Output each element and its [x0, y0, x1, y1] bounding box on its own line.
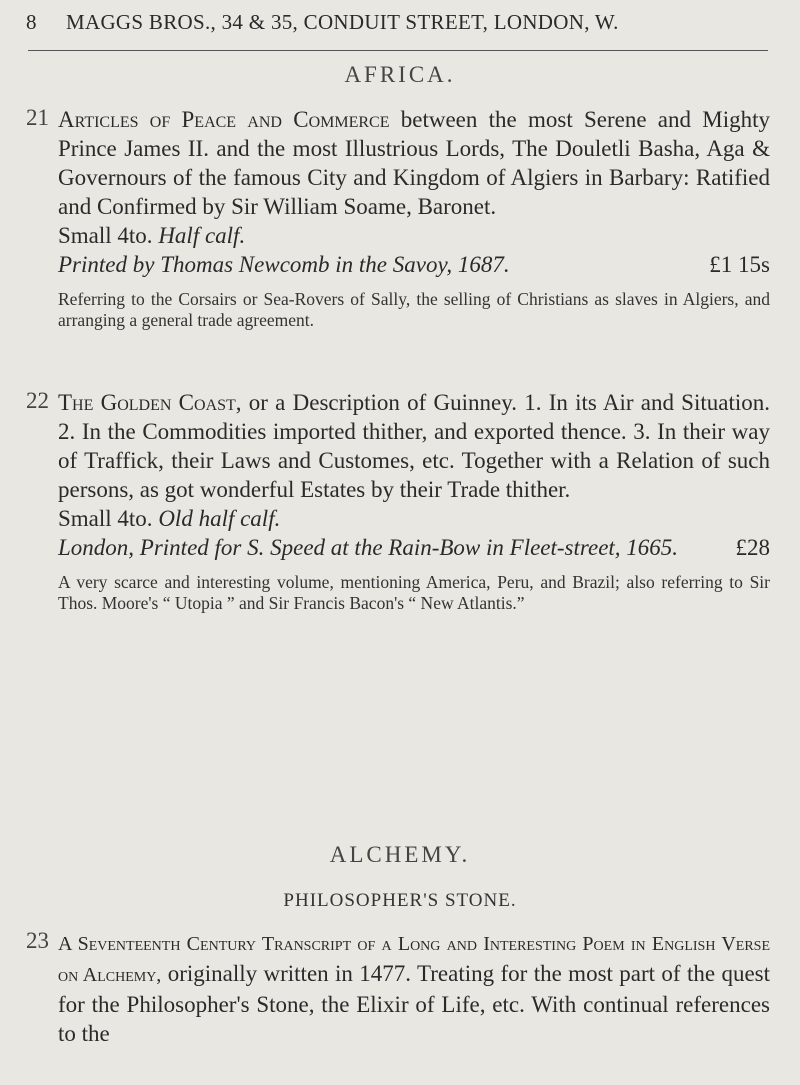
imprint-text: London, Printed for S. Speed at the Rain-Bow in Fleet-street, 1665. [58, 535, 679, 560]
running-header [26, 10, 766, 35]
lot-title-rest: or a Description of Guinney. 1. In its Air and Situation. 2. In the Commodities imported thither, and exported thence. 3. In their way of Traffick, their Laws and Customes, etc. Together with a Relation of such persons, as got wonderful Estates by their Trade thither. [58, 390, 770, 502]
lot-imprint [58, 250, 770, 279]
lot-note: A very scarce and interesting volume, mentioning America, Peru, and Brazil; also referring to Sir Thos. Moore's “ Utopia ” and Sir Francis Bacon's “ New Atlantis.” [58, 572, 770, 613]
section-subheading: PHILOSOPHER'S STONE. [283, 890, 517, 911]
lot-format [58, 221, 770, 250]
format-binding: Old half calf. [158, 506, 281, 531]
lot-description [58, 928, 770, 1048]
format-size: Small 4to. [58, 223, 153, 248]
lot-imprint [58, 533, 770, 562]
lot-note: Referring to the Corsairs or Sea-Rovers of Sally, the selling of Christians as slaves in Algiers, and arranging a general trade agreement. [58, 289, 770, 330]
imprint-text: Printed by Thomas Newcomb in the Savoy, 1687. [58, 252, 510, 277]
lot-entry [58, 105, 770, 331]
header-rule [28, 50, 768, 51]
lot-number: 21 [26, 105, 49, 130]
lot-title: A Seventeenth Century Transcript of a Long and Interesting Poem in English Verse on Alchemy, [58, 933, 770, 986]
lot-entry [58, 388, 770, 614]
page-number: 8 [26, 10, 37, 34]
section-heading-africa: AFRICA. [344, 62, 456, 87]
lot-number: 23 [26, 928, 49, 953]
lot-description [58, 388, 770, 504]
format-binding: Half calf. [158, 223, 246, 248]
lot-price: £1 15s [709, 252, 770, 277]
running-title: MAGGS BROS., 34 & 35, CONDUIT STREET, LONDON, W. [66, 10, 619, 34]
lot-description [58, 105, 770, 221]
lot-price: £28 [735, 535, 770, 560]
lot-title-rest: between the most Serene and Mighty Prince James II. and the most Illustrious Lords, The Douletli Basha, Aga & Governours of the famous City and Kingdom of Algiers in Barbary: Ratified and Confirmed by Sir William Soame, Baronet. [58, 107, 770, 219]
lot-entry [58, 928, 770, 1048]
lot-number: 22 [26, 388, 49, 413]
section-heading-alchemy: ALCHEMY. [329, 842, 471, 867]
lot-format [58, 504, 770, 533]
lot-title: Articles of Peace and Commerce [58, 107, 390, 132]
lot-title-rest: originally written in 1477. Treating for the most part of the quest for the Philosopher's Stone, the Elixir of Life, etc. With continual references to the [58, 961, 770, 1046]
format-size: Small 4to. [58, 506, 153, 531]
lot-title: The Golden Coast, [58, 390, 242, 415]
